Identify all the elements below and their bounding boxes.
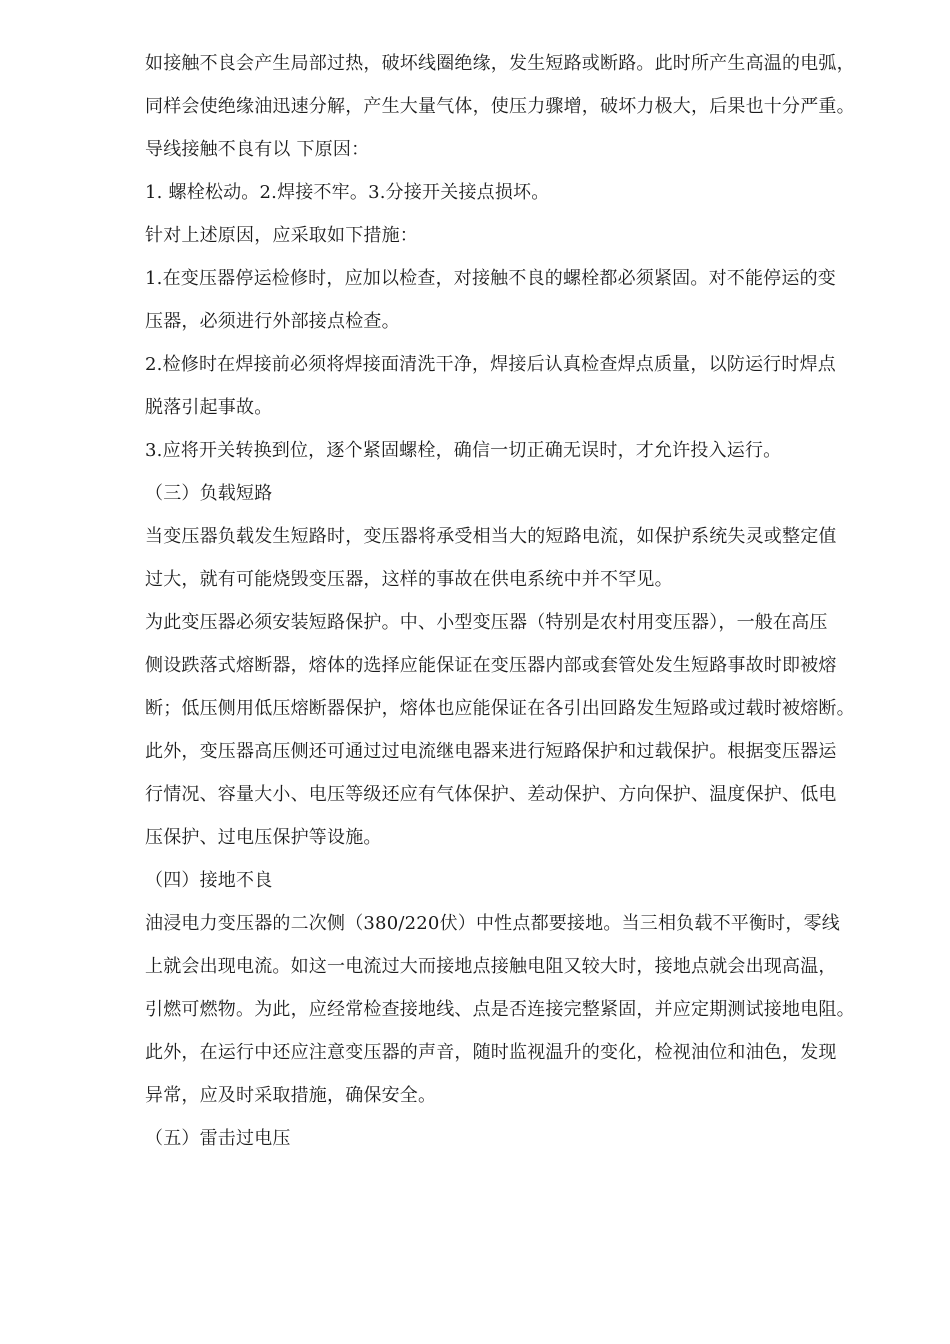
text-line: 1.在变压器停运检修时，应加以检查，对接触不良的螺栓都必须紧固。对不能停运的变	[145, 268, 836, 289]
text-line: 为此变压器必须安装短路保护。中、小型变压器（特别是农村用变压器），一般在高压	[145, 612, 828, 633]
text-line: 当变压器负载发生短路时，变压器将承受相当大的短路电流，如保护系统失灵或整定值	[145, 526, 837, 547]
text-line: 压保护、过电压保护等设施。	[145, 827, 382, 848]
text-line: 2.检修时在焊接前必须将焊接面清洗干净，焊接后认真检查焊点质量，以防运行时焊点	[145, 354, 836, 375]
text-line: 3.应将开关转换到位，逐个紧固螺栓，确信一切正确无误时，才允许投入运行。	[145, 440, 782, 461]
text-line: 行情况、容量大小、电压等级还应有气体保护、差动保护、方向保护、温度保护、低电	[145, 784, 837, 805]
text-line: 1. 螺栓松动。2.焊接不牢。3.分接开关接点损坏。	[145, 182, 550, 203]
text-line: 此外，变压器高压侧还可通过过电流继电器来进行短路保护和过载保护。根据变压器运	[145, 741, 837, 762]
section-heading: （五）雷击过电压	[145, 1128, 291, 1149]
section-heading: （四）接地不良	[145, 870, 273, 891]
text-line: 此外，在运行中还应注意变压器的声音，随时监视温升的变化，检视油位和油色，发现	[145, 1042, 837, 1063]
text-line: 上就会出现电流。如这一电流过大而接地点接触电阻又较大时，接地点就会出现高温，	[145, 956, 837, 977]
text-line: 断；低压侧用低压熔断器保护，熔体也应能保证在各引出回路发生短路或过载时被熔断。	[145, 698, 855, 719]
text-line: 同样会使绝缘油迅速分解，产生大量气体，使压力骤增，破坏力极大，后果也十分严重。	[145, 96, 855, 117]
text-line: 侧设跌落式熔断器，熔体的选择应能保证在变压器内部或套管处发生短路事故时即被熔	[145, 655, 837, 676]
text-line: 异常，应及时采取措施，确保安全。	[145, 1085, 437, 1106]
text-line: 如接触不良会产生局部过热，破坏线圈绝缘，发生短路或断路。此时所产生高温的电弧，	[145, 53, 855, 74]
text-line: 油浸电力变压器的二次侧（380/220伏）中性点都要接地。当三相负载不平衡时，零线	[145, 913, 840, 934]
text-line: 导线接触不良有以 下原因：	[145, 139, 370, 160]
text-line: 引燃可燃物。为此，应经常检查接地线、点是否连接完整紧固，并应定期测试接地电阻。	[145, 999, 855, 1020]
section-heading: （三）负载短路	[145, 483, 273, 504]
text-line: 针对上述原因，应采取如下措施：	[145, 225, 418, 246]
text-line: 过大，就有可能烧毁变压器，这样的事故在供电系统中并不罕见。	[145, 569, 673, 590]
text-line: 压器，必须进行外部接点检查。	[145, 311, 400, 332]
text-line: 脱落引起事故。	[145, 397, 273, 418]
